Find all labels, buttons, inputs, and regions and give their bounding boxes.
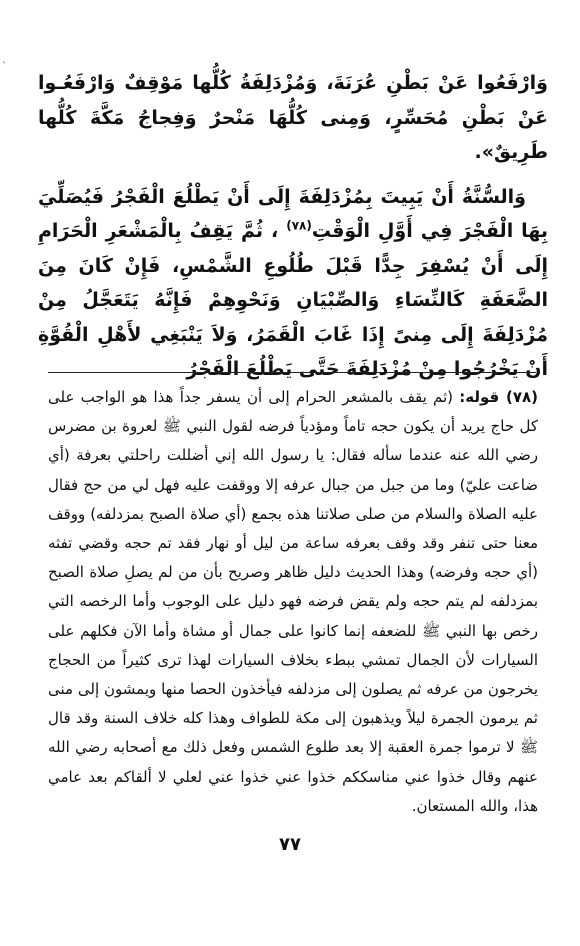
footnote-separator (48, 372, 536, 373)
footnote (48, 383, 538, 821)
main-text (38, 66, 548, 387)
main-paragraph-2-before-ref: وَالسُّنَّةُ أَنْ يَبِيتَ بِمُزْدَلِفَةَ إِلَى أَنْ يَطْلُعَ الْفَجْرُ فَيُصَلِّيَ بِهَا الْفَجْرَ فِي أَوَّلِ الْوَقْتِ (38, 185, 548, 242)
main-paragraph-2-after-ref: ، ثُمَّ يَقِفُ بِالْمَشْعَرِ الْحَرَامِ إِلَى أَنْ يُسْفِرَ جِدًّا قَبْلَ طُلُوعِ الشَّمْسِ، فَإِنْ كَانَ مِنَ الضَّعَفَةِ كَالنِّسَاءِ وَالصِّبْيَانِ وَنَحْوِهِمْ فَإِنَّهُ يَتَعَجَّلُ مِنْ مُزْدَلِفَةَ إِلَى مِنىً إِذَا غَابَ الْقَمَرُ، وَلاَ يَنْبَغِي لأَهْلِ الْقُوَّةِ أَنْ يَخْرُجُوا مِنْ مُزْدَلِفَةَ حَتَّى يَطْلُعَ الْفَجْرُ (38, 220, 548, 380)
footnote-paragraph (48, 383, 538, 821)
footnote-text: (ثم يقف بالمشعر الحرام إلى أن يسفر جداً هذا هو الواجب على كل حاج يريد أن يكون حجه تاماً ومؤدياً فرضه لقول النبي ﷺ لعروة بن مضرس رضي الله عنه عندما سأله فقال: يا رسول الله إني أضللت راحلتي بعرفة (أي ضاعت عليّ) وما من جبل من جبال عرفه إلا ووقفت عليه فهل لي من حج فقال عليه الصلاة والسلام من صلى صلاتنا هذه بجمع (أي صلاة الصبح بمزدلفه) ووقف معنا حتى تنفر وقد وقف بعرفه ساعة من ليل أو نهار فقد تم حجه وقضي تفثه (أي حجه وفرضه) وهذا الحديث دليل ظاهر وصريح بأن من لم يصلِ صلاة الصبح بمزدلفه لم يتم حجه ولم يقض فرضه فهو دليل على الوجوب وأما الرخصه التي رخص بها النبي ﷺ للضعفه إنما كانوا على جمال أو مشاة وأما الآن فكلهم على السيارات لأن الجمال تمشي ببطء بخلاف السيارات لهذا ترى كثيراً من الحجاج يخرجون من عرفه ثم يصلون إلى مزدلفه فيأخذون الحصا منها ويمشون إلى منى ثم يرمون الجمرة ليلاً ويذهبون إلى مكة للطواف وهذا كله خلاف السنة وقد قال ﷺ لا ترموا جمرة العقبة إلا بعد طلوع الشمس وفعل ذلك مع أصحابه رضي الله عنهم وقال خذوا عني مناسككم خذوا عني خذوا عني لعلي لا ألقاكم بعد عامي هذا، والله المستعان. (48, 388, 538, 815)
page-number: ٧٧ (279, 834, 301, 855)
main-paragraph-2 (38, 180, 548, 387)
main-paragraph-1: وَارْفَعُوا عَنْ بَطْنِ عُرَنَةَ، وَمُزْدَلِفَةُ كُلُّها مَوْقِفٌ وَارْفَعُـوا عَنْ بَطْنِ مُحَسِّرٍ، وَمِنى كُلُّهَا مَنْحرٌ وَفِجاجُ مَكَّةَ كُلُّها طَرِيقٌ». (38, 72, 548, 163)
footnote-lead: (٧٨) قوله: (459, 388, 538, 406)
margin-mark: ` (2, 62, 7, 73)
footnote-reference[interactable]: (٧٨) (286, 218, 312, 233)
